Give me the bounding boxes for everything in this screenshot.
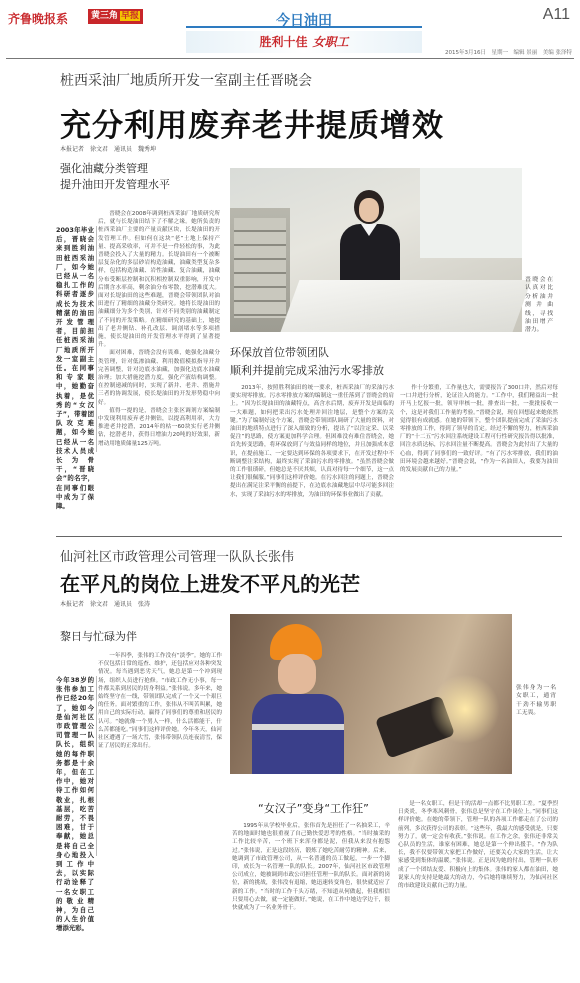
slogan-part-b: 女职工	[312, 35, 349, 49]
story2-col2-p1: 一年四季，张伟的工作没有“淡季”。她的工作不仅包括日常的巡查、维护，还包括应对各种突发情况。每当遇到恶劣天气，她总是第一个冲到现场，组织人员进行抢修。“市政工作无小事，每一件都关系到居民的切身利益。”张伟说。多年来，她始终坚守在一线，带领团队完成了一个又一个艰巨的任务。面对繁重的工作，张伟从不叫苦叫累，她用自己的实际行动，赢得了同事们的尊重和居民的认可。“她就像一个男人一样，什么活都能干，什么苦都能吃。”同事们这样评价她。今年冬天，仙河社区遭遇了一场大雪，张伟带领队员连夜清雪，保证了居民的正常出行。	[98, 653, 222, 750]
photo-person-face	[359, 198, 379, 222]
story1-sub2-line1: 环保放首位带领团队	[230, 346, 329, 359]
supplement-name: 黄三角	[91, 11, 119, 21]
story2-col3-p1: 1995年从学校毕业后，张伟首先是担任了一名抽采工，辛苦的地面时她也很重视了自己勤快爱思考的性格。“当时抽采的工作比较辛苦，一个班下来浑身都是泥，但我从来没有抱怨过。”张伟说，正是这段经历，锻炼了她吃苦耐劳的精神。后来，她调到了市政管理公司，从一名普通的员工做起，一步一个脚印，成长为一名管理一队的队长。2007年，仙河社区市政管理公司成立，她被调到市政公司担任管理一队的队长。面对新的岗位，新的挑战，张伟没有退缩，她迅速转变角色，很快就适应了新的工作。“当时的工作千头万绪，不知道从何做起，但我相信只要用心去做，就一定能做好。”她说，在工作中她边学边干，很快就成为了一名业务骨干。	[232, 823, 390, 912]
story1-col3	[230, 384, 394, 514]
story1-col2-p1: 晋晓会在2008年调到桩西采油厂地质研究所后，就与长堤油田结下了不解之缘。她所负责的桩西采油厂主要的产量贡献区块，长堤油田的开发管理工作。但如何在这块“老”土地上保持产量、提高采收率，可并不是一件轻松的事，为此晋晓会投入了大量的精力。长堤油田有一个被断层复杂化的多层砂岩构造油藏，油藏类型复杂多样，包括构造油藏、岩性油藏、复合油藏，油藏分布受断层控制和沉积相控制双重影响，开发中后期含水率高，剩余油分布零散，挖潜难度大。面对长堤油田的这些难题，晋晓会带领团队对油田进行了精细的油藏分类研究。她将长堤油田的油藏细分为多个类别，针对不同类别的油藏制定了不同的开发策略。在精细研究的基础上，她提出了老井侧钻、补孔改层、调剖堵水等多项措施，使长堤油田的开发管理水平得到了显著提升。	[98, 211, 220, 349]
photo-shelf-lines	[234, 218, 286, 318]
story2-col2	[98, 652, 222, 968]
photo-papers	[281, 280, 532, 332]
story2-photo	[230, 614, 512, 774]
story1-byline: 本报记者 徐文君 通讯员 魏秀坤	[60, 146, 157, 153]
story1-sub1-line2: 提升油田开发管理水平	[60, 178, 170, 191]
story2-lead-divider	[96, 676, 97, 856]
story2-sub1: 黎日与忙碌为伴	[60, 630, 137, 643]
section-title-box	[186, 10, 422, 28]
photo-worker-body	[252, 694, 344, 774]
story2-col4-p1: 是一名女职工，但是干的活却一点都不比男职工差。“夏季烈日炎炎，冬季寒风刺骨，张伟总是坚守在工作岗位上。”同事们这样评价她。在她的带领下，管理一队的各项工作都走在了公司的前列，多次获得公司的表彰。“这些年，我最大的感受就是，只要努力了，就一定会有收获。”张伟说。在工作之余，张伟还非常关心队员的生活，谁家有困难，她总是第一个伸出援手。“作为队长，我不仅要带领大家把工作做好，还要关心大家的生活，让大家感受到集体的温暖。”张伟说。正是因为她的付出，管理一队形成了一个团结友爱、积极向上的集体。张伟的家人都在油田，她说家人的支持是她最大的动力，今后她将继续努力，为仙河社区的市政建设贡献自己的力量。	[398, 801, 558, 890]
supplement-tag: 早报	[121, 11, 140, 21]
story2-col3	[232, 822, 390, 972]
photo-sparks	[430, 674, 500, 744]
story1-headline: 充分利用废弃老井提质增效	[60, 108, 444, 144]
photo-worker-face	[278, 654, 316, 694]
story1-col4-p1: 作十分繁重，工作量也大，需要报告了300口井，然后对每一口井进行分析，论证注入的能力。“工作中，我们精益出一批开马上忆报一批，领导审核一批，排查出一批，一批批接收一个，这是对我们工作量的考验。”晋晓会说，现在回想起来她依然觉得很有成就感。在她的带领下，整个团队提前完成了采油污水零排放的工作，得到了领导的肯定。经过不懈的努力，桩西采油厂的“十二五”污水回注系统建设工程可行性研究报告得以批准，回注水质达标，污水回注量不断提高。晋晓会为此付出了大量的心血，得到了同事们的一致好评。“有了污水零排放，我们的油田环境会越来越好。”晋晓会说，“作为一名油田人，我要为油田的发展贡献自己的力量。”	[400, 385, 558, 474]
section-slogan	[186, 31, 422, 53]
stories-divider	[56, 536, 562, 537]
story1-sub2-line2: 顺利并提前完成采油污水零排放	[230, 364, 384, 377]
story2-headline: 在平凡的岗位上进发不平凡的光芒	[60, 572, 360, 596]
photo-window	[420, 168, 522, 258]
story1-lead: 2003年毕业后，晋晓会来到胜利油田桩西采油厂，如今她已经从一名稳扎工作的科研者逐步成长为技术精湛的油田开发管理者，目前担任桩西采油厂地质所开发一室副主任。在同事和专家眼中，她勤奋执着，是优秀的“女汉子”，带着团队攻克难题，如今她已经从一名技术人员成长为骨干，“晋晓会”的名字，在同事们眼中成为了保障。	[56, 226, 94, 511]
photo-worker-stripe	[252, 724, 344, 730]
story2-byline: 本报记者 徐文君 通讯员 张涛	[60, 601, 151, 608]
story1-photo-caption: 晋晓会在认真对比分析油井测井曲线，寻找油田增产潜力。	[525, 277, 553, 334]
story1-col2	[98, 210, 220, 530]
story1-kicker: 桩西采油厂地质所开发一室副主任晋晓会	[60, 73, 312, 89]
dateline: 2015年3月16日 星期一 编辑 景丽 美编 张泽特	[445, 50, 572, 56]
story2-col4	[398, 800, 558, 972]
slogan-part-a: 胜利十佳	[259, 35, 308, 49]
supplement-badge	[88, 9, 143, 24]
story1-lead-divider	[96, 226, 97, 452]
story2-photo-caption: 张伟身为一名女职工，通宵干劲不输男职工无畏。	[516, 685, 556, 717]
header-rule	[6, 58, 574, 59]
story1-col3-p1: 2013年，按照胜利油田的统一要求，桩西采油厂的采油污水要实现零排放。污水零排放方案的编制这一重任落到了晋晓会的肩上。“因为长堤油田的油藏特点，高含水后期，废弃开发是面临的一大难题，如何把采出污水处理并回注地层，是整个方案的关键。”为了编制好这个方案，晋晓会带领团队调研了大量的资料，对油田的地质特点进行了深入细致的分析，提出了“以注定采、以采促注”的思路，使方案更加科学合理。但困难没有难住晋晓会，她首先转变思路，将环保放到了与效益同样的地位，并且加强成本意识，在提前施工、一定要达到环保的各项要求下，在开发过程中不断调整注采结构，最终实现了采油污水的零排放。“虽然晋晓会做的工作很琐碎，但她总是不厌其烦，认真对待每一个细节，这一点让我们很佩服。”同事们这样评价她。在污水回注的问题上，晋晓会提出在满足注采平衡的前提下，在边底水油藏地层中尽可能多回注水，实现了采油污水的零排放，为油田的环保事业做出了贡献。	[230, 385, 394, 498]
story1-photo	[230, 168, 522, 332]
page-number: A11	[542, 6, 570, 23]
story2-kicker: 仙河社区市政管理公司管理一队队长张伟	[60, 550, 295, 565]
story1-col2-p3: 值得一提的是，晋晓会主张区调剂方案编制中发现利用废弃老井侧钻，以提高利用率，大力推进老井挖潜，2014年的枯一60块实行老井侧钻，挖潜老井，获得日增油力20吨的好效果，新增动用地质储量125万吨。	[98, 407, 220, 447]
story2-sub2: “女汉子”变身“工作狂”	[258, 802, 369, 815]
paper-logo: 齐鲁晚报系	[8, 12, 69, 26]
story1-col4	[400, 384, 558, 514]
story1-col2-p2: 面对困难，晋晓会没有畏难，她强化油藏分类管理，针对低渗油藏、利用数值模拟指导开井完善调整，针对边底水油藏，加强化边底水油藏治理；加大措施挖潜力度，强化产液结构调整。在控制递减的同时，实现了新井、老井、措施井三者的协调发展，使长堤油田的开发形势稳中向好。	[98, 350, 220, 406]
story1-sub1-line1: 强化油藏分类管理	[60, 162, 148, 175]
story2-lead: 今年38岁的张伟参加工作已经20年了，她如今是仙河社区市政管理公司管理一队队长，组织她的每件职务都是十余年，但在工作中，她对待工作如何敬业，扎根基层，吃苦耐劳，不畏困难，甘于奉献，她总是将自己全身心地投入到工作中去，以实际行动诠释了一名女职工的敬业精神，为自己的人生价值增添光彩。	[56, 676, 94, 933]
section-title: 今日油田	[276, 13, 332, 29]
masthead	[0, 0, 580, 62]
